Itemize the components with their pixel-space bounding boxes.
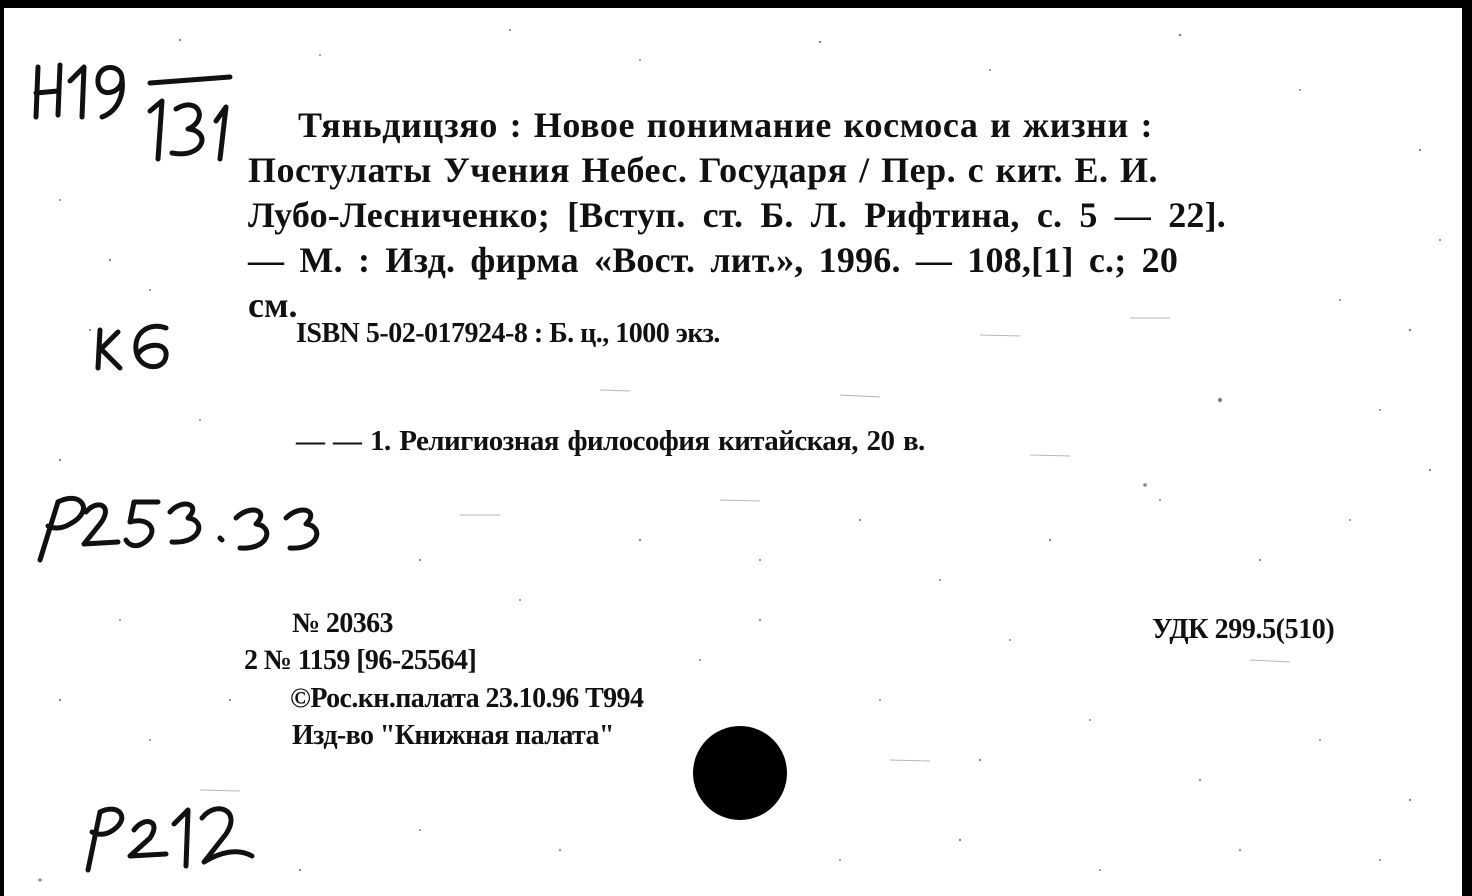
entry-line-translator: Лубо-Лесниченко; [Вступ. ст. Б. Л. Рифтина, с. 5 — 22]. <box>248 195 1226 235</box>
entry-line-title: Тяньдицзяо : Новое понимание космоса и жизни : <box>298 105 1154 145</box>
handwritten-bottom-code <box>70 790 260 880</box>
handwritten-classification-mark <box>30 480 330 570</box>
handwritten-marginal-mark <box>90 318 180 378</box>
registration-secondary-number: 2 № 1159 [96-25564] <box>244 645 477 676</box>
registration-publisher: Изд-во "Книжная палата" <box>292 720 614 751</box>
card-punch-hole <box>693 726 787 820</box>
udk-code: УДК 299.5(510) <box>1152 614 1335 645</box>
entry-line-dimensions: см. <box>248 285 298 325</box>
entry-line-subtitle: Постулаты Учения Небес. Государя / Пер. с кит. Е. И. <box>248 150 1159 190</box>
registration-copyright: ©Рос.кн.палата 23.10.96 Т994 <box>290 683 644 714</box>
entry-line-imprint: — М. : Изд. фирма «Вост. лит.», 1996. — 108,[1] с.; 20 <box>248 240 1179 280</box>
bibliographic-entry <box>248 103 1396 328</box>
isbn-line: ISBN 5-02-017924-8 : Б. ц., 1000 экз. <box>296 318 720 349</box>
subject-heading: — — 1. Религиозная философия китайская, 20 в. <box>296 425 925 457</box>
registration-number: № 20363 <box>292 608 393 639</box>
handwritten-shelf-mark <box>30 55 270 165</box>
